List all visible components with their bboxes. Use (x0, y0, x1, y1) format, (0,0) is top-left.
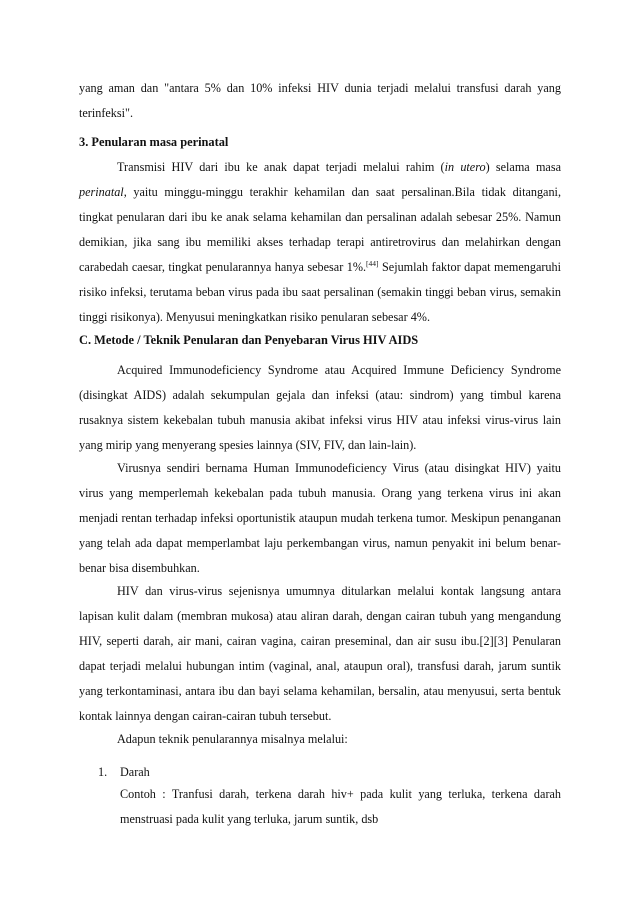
perinatal-text-d: Sejumlah faktor dapat memengaruhi risiko infeksi, terutama beban virus pada ibu saat persalinan (semakin tinggi beban virus, semakin tinggi risikonya). Menyusui meningkatkan risiko penularan sebesar 4%. (79, 260, 561, 324)
list-item-number: 1. (98, 765, 108, 779)
perinatal-text-c: , yaitu minggu-minggu terakhir kehamilan dan saat persalinan.Bila tidak ditangani, tingkat penularan dari ibu ke anak selama kehamilan dan persalinan adalah sebesar 25%. Namun demikian, jika sang ibu memiliki akses terhadap terapi antiretrovirus dan melahirkan dengan carabedah caesar, tingkat penularannya hanya sebesar 1%. (79, 185, 561, 274)
heading-section-c: C. Metode / Teknik Penularan dan Penyebaran Virus HIV AIDS (79, 333, 419, 347)
paragraph-hiv-virus: Virusnya sendiri bernama Human Immunodeficiency Virus (atau disingkat HIV) yaitu virus yang memperlemah kekebalan pada tubuh manusia. Orang yang terkena virus ini akan menjadi rentan terhadap infeksi oportunistik ataupun mudah terkena tumor. Meskipun penanganan yang telah ada dapat memperlambat laju perkembangan virus, namun penyakit ini belum benar-benar bisa disembuhkan. (79, 461, 561, 575)
list-item-body: Contoh : Tranfusi darah, terkena darah hiv+ pada kulit yang terluka, terkena darah menstruasi pada kulit yang terluka, jarum suntik, dsb (120, 787, 561, 826)
citation-44: [44] (366, 259, 379, 268)
paragraph-technique-intro: Adapun teknik penularannya misalnya melalui: (117, 732, 348, 746)
paragraph-perinatal (79, 155, 561, 330)
list-item-title: Darah (120, 765, 150, 779)
paragraph-transmission: HIV dan virus-virus sejenisnya umumnya ditularkan melalui kontak langsung antara lapisan kulit dalam (membran mukosa) atau aliran darah, dengan cairan tubuh yang mengandung HIV, seperti darah, air mani, cairan vagina, cairan preseminal, dan air susu ibu.[2][3] Penularan dapat terjadi melalui hubungan intim (vaginal, anal, ataupun oral), transfusi darah, jarum suntik yang terkontaminasi, antara ibu dan bayi selama kehamilan, bersalin, atau menyusui, serta bentuk kontak lainnya dengan cairan-cairan tubuh tersebut. (79, 584, 561, 723)
perinatal-term: perinatal (79, 185, 124, 199)
perinatal-text-a: Transmisi HIV dari ibu ke anak dapat terjadi melalui rahim ( (117, 160, 445, 174)
paragraph-aids-definition: Acquired Immunodeficiency Syndrome atau Acquired Immune Deficiency Syndrome (disingkat AIDS) adalah sekumpulan gejala dan infeksi (atau: sindrom) yang timbul karena rusaknya sistem kekebalan tubuh manusia akibat infeksi virus HIV atau infeksi virus-virus lain yang mirip yang menyerang spesies lainnya (SIV, FIV, dan lain-lain). (79, 363, 561, 452)
perinatal-text-b: ) selama masa (485, 160, 561, 174)
heading-perinatal: 3. Penularan masa perinatal (79, 135, 229, 149)
in-utero-term: in utero (444, 160, 486, 174)
paragraph-transfusion-end: yang aman dan "antara 5% dan 10% infeksi HIV dunia terjadi melalui transfusi darah yang terinfeksi". (79, 81, 561, 120)
